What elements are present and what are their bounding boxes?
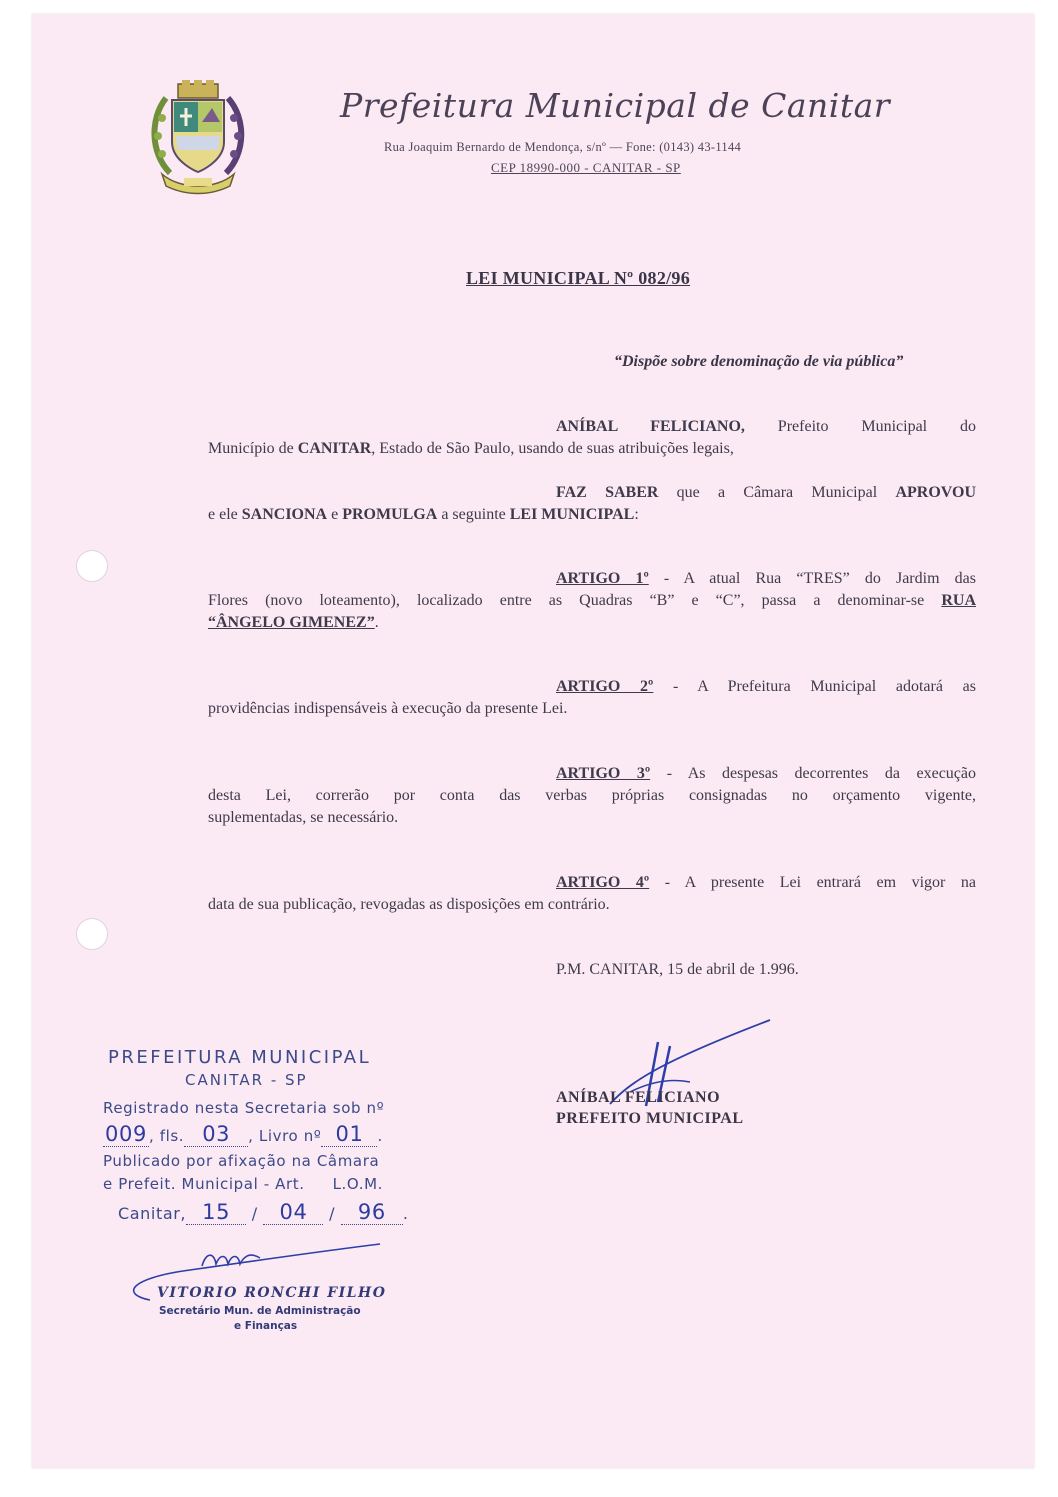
secretary-role-1: Secretário Mun. de Administração (159, 1305, 361, 1317)
stamp-published-1: Publicado por afixação na Câmara (103, 1152, 380, 1170)
punch-hole-bottom (76, 918, 108, 950)
mayor-role: PREFEITO MUNICIPAL (556, 1110, 744, 1127)
stamp-number: 009 (103, 1122, 149, 1147)
stamp-livro: 01 (321, 1122, 377, 1147)
stamp-registry-line: 009 , fls. 03 , Livro nº 01 . (103, 1122, 383, 1147)
stamp-registered: Registrado nesta Secretaria sob nº (103, 1099, 385, 1117)
punch-hole-top (76, 550, 108, 582)
letterhead-title: Prefeitura Municipal de Canitar (340, 86, 891, 125)
coat-of-arms-icon (140, 78, 256, 198)
letterhead-address: Rua Joaquim Bernardo de Mendonça, s/nº — Fone: (0143) 43-1144 (384, 140, 742, 154)
artigo-1-label: ARTIGO 1º (556, 570, 649, 587)
artigo-2-label: ARTIGO 2º (556, 678, 654, 695)
law-ementa: “Dispõe sobre denominação de via pública” (614, 353, 904, 370)
stamp-published-2: e Prefeit. Municipal - Art. L.O.M. (103, 1175, 383, 1193)
stamp-year: 96 (341, 1200, 403, 1225)
artigo-3-label: ARTIGO 3º (556, 765, 651, 782)
artigo-4-label: ARTIGO 4º (556, 874, 650, 891)
stamp-day: 15 (186, 1200, 246, 1225)
stamp-subtitle: CANITAR - SP (185, 1071, 308, 1089)
secretary-role-2: e Finanças (234, 1320, 298, 1332)
letterhead-cep: CEP 18990-000 - CANITAR - SP (491, 160, 681, 175)
mayor-name-signature: ANÍBAL FELICIANO (556, 1089, 721, 1106)
mayor-name: ANÍBAL FELICIANO, (556, 418, 745, 435)
stamp-date-line: Canitar, 15 / 04 / 96 . (118, 1200, 409, 1224)
stamp-month: 04 (263, 1200, 323, 1225)
stamp-title: PREFEITURA MUNICIPAL (108, 1047, 372, 1068)
secretary-name: VITORIO RONCHI FILHO (157, 1285, 387, 1301)
stamp-fls: 03 (184, 1122, 248, 1147)
date-line: P.M. CANITAR, 15 de abril de 1.996. (556, 961, 799, 978)
law-number: LEI MUNICIPAL Nº 082/96 (466, 268, 691, 288)
